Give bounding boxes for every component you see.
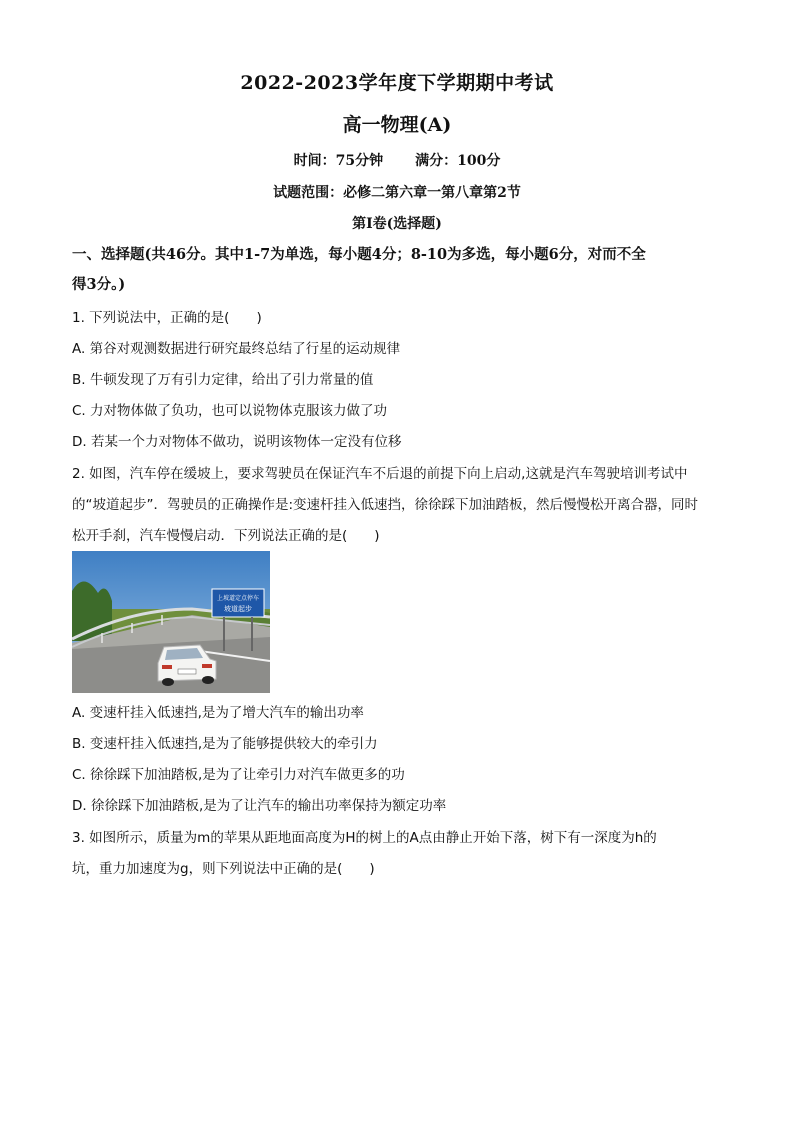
q3-stem-line1: 3. 如图所示，质量为m的苹果从距地面高度为H的树上的A点由静止开始下落，树下有一深度为h的 (72, 830, 657, 846)
exam-info (0, 150, 794, 170)
q2-option-b: B. 变速杆挂入低速挡,是为了能够提供较大的牵引力 (72, 736, 378, 752)
exam-scope: 试题范围：必修二第六章一第八章第2节 (273, 185, 521, 201)
subject-title: 高一物理(A) (342, 114, 452, 136)
q1-option-b: B. 牛顿发现了万有引力定律，给出了引力常量的值 (72, 372, 374, 388)
q3-stem-line2: 坑，重力加速度为g，则下列说法中正确的是( ) (72, 861, 375, 877)
section-heading-line1: 一、选择题(共46分。其中1-7为单选，每小题4分；8-10为多选，每小题6分，对而不全 (72, 246, 646, 263)
exam-title: 2022-2023学年度下学期期中考试 (240, 72, 554, 94)
q2-stem-line3: 松开手刹，汽车慢慢启动．下列说法正确的是( ) (72, 528, 380, 544)
q1-option-a: A. 第谷对观测数据进行研究最终总结了行星的运动规律 (72, 341, 401, 357)
hill-start-photo-illustration (72, 551, 270, 693)
q1-option-d: D. 若某一个力对物体不做功，说明该物体一定没有位移 (72, 434, 402, 450)
exam-score: 满分：100分 (415, 153, 501, 169)
q2-option-a: A. 变速杆挂入低速挡,是为了增大汽车的输出功率 (72, 705, 364, 721)
photo-sign-line1: 上坡道定点停车 (216, 595, 260, 602)
q2-option-c: C. 徐徐踩下加油踏板,是为了让牵引力对汽车做更多的功 (72, 767, 405, 783)
q1-stem: 1. 下列说法中，正确的是( ) (72, 310, 262, 326)
q1-option-c: C. 力对物体做了负功，也可以说物体克服该力做了功 (72, 403, 388, 419)
volume-title: 第Ⅰ卷(选择题) (352, 216, 442, 232)
exam-time: 时间：75分钟 (293, 153, 384, 169)
q2-option-d: D. 徐徐踩下加油踏板,是为了让汽车的输出功率保持为额定功率 (72, 798, 447, 814)
q2-stem-line2: 的“坡道起步”．驾驶员的正确操作是:变速杆挂入低速挡，徐徐踩下加油踏板，然后慢慢松开离合器，同时 (72, 497, 699, 513)
photo-sign-line2: 坡道起步 (224, 605, 252, 613)
section-heading-line2: 得3分。) (72, 276, 126, 293)
hill-start-photo (72, 551, 270, 693)
q2-stem-line1: 2. 如图，汽车停在缓坡上，要求驾驶员在保证汽车不后退的前提下向上启动,这就是汽车驾驶培训考试中 (72, 466, 688, 482)
